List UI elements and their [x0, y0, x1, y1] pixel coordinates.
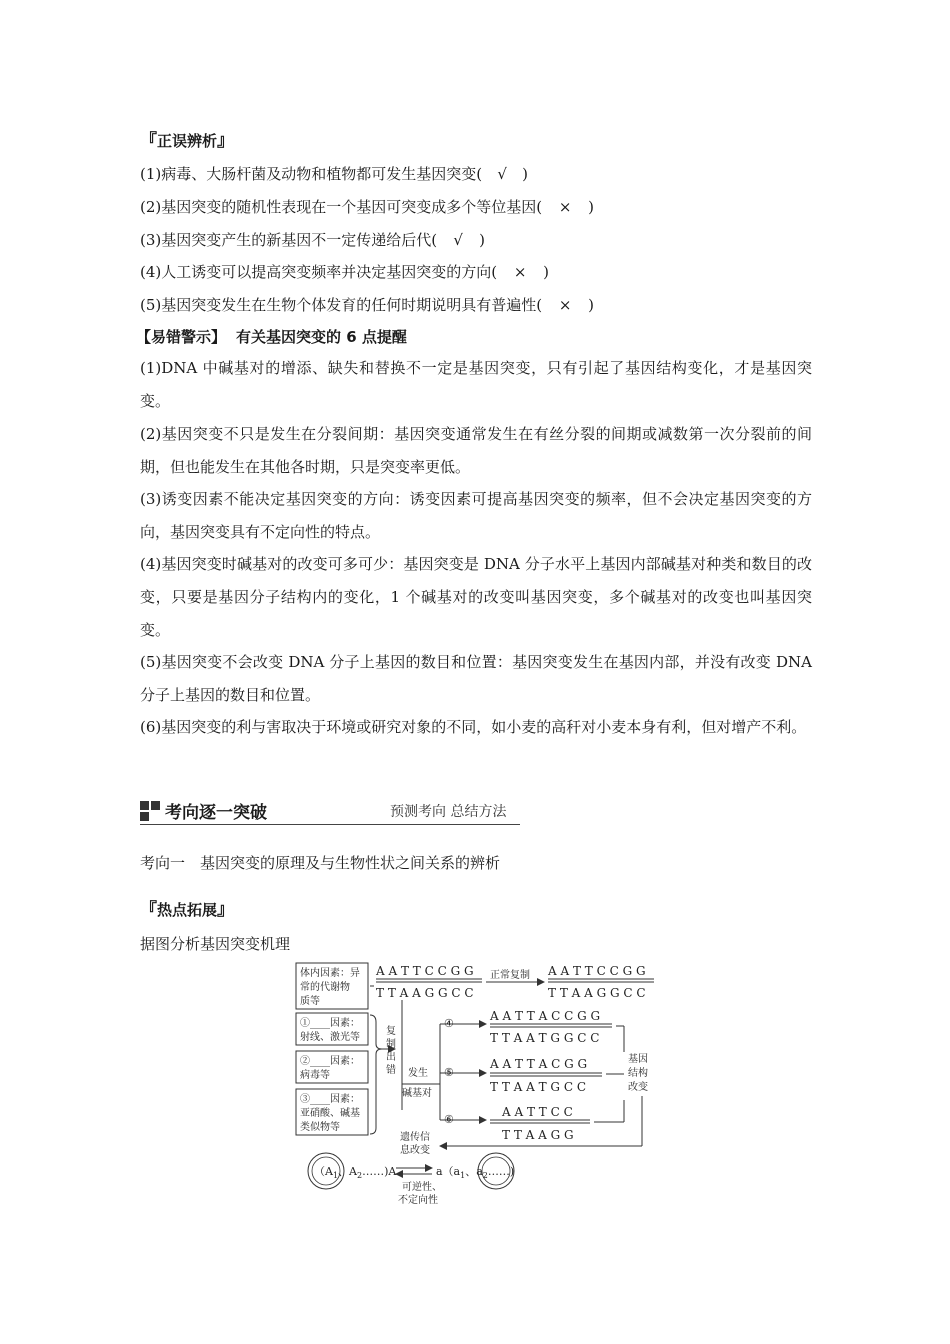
copy-error-text: 出: [386, 1052, 396, 1063]
gene-change-text: 结构: [628, 1068, 648, 1079]
occur-label: 发生: [408, 1068, 428, 1079]
right-allele: $a(a_1$、$a_2\dots\dots$): [436, 1165, 515, 1180]
info-change-text: 遗传信: [400, 1132, 430, 1143]
warning-paragraph-3: (3)诱变因素不能决定基因突变的方向：诱变因素可提高基因突变的频率，但不会决定基因突变的方向，基因突变具有不定向性的特点。: [140, 490, 812, 541]
dna-m4-bottom: T T A A T G G C C: [490, 1031, 600, 1045]
factor-text: ①____因素：: [300, 1018, 360, 1029]
dna-m5-bottom: T T A A T G C C: [490, 1080, 586, 1094]
circle-5-label: ⑤: [444, 1066, 454, 1079]
dna-m5-top: A A T T A C G G: [490, 1057, 588, 1071]
answer-mark: √: [497, 165, 507, 183]
zhengwu-heading: [140, 126, 234, 151]
bracket-close-icon: 』: [217, 131, 235, 151]
redian-heading: [140, 895, 234, 920]
factor-text: ③____因素：: [300, 1094, 360, 1105]
dna-m4-top: A A T T A C C G G: [490, 1009, 601, 1023]
diagram-caption: 据图分析基因突变机理: [140, 935, 291, 953]
section-subtitle: 预测考向 总结方法: [390, 804, 507, 820]
left-allele: （$A_1$、$A_2\dots\dots)A$: [314, 1165, 397, 1180]
circle-4-label: ④: [444, 1017, 454, 1030]
factor-text: 质等: [300, 996, 320, 1007]
warning-paragraph-6: (6)基因突变的利与害取决于环境或研究对象的不同，如小麦的高秆对小麦本身有利，但对增产不利。: [140, 718, 807, 736]
zhengwu-item-1: (1)病毒、大肠杆菌及动物和植物都可发生基因突变( √ ): [140, 165, 528, 183]
copy-label: 正常复制: [490, 970, 530, 981]
redian-title: 热点拓展: [157, 901, 218, 919]
answer-mark: ×: [558, 198, 572, 216]
kaoxiang-title: 考向一 基因突变的原理及与生物性状之间关系的辨析: [140, 854, 501, 872]
factor-text: 体内因素：异: [300, 968, 360, 979]
copy-error-text: 错: [386, 1065, 396, 1076]
warning-label: 【易错警示】: [136, 328, 227, 346]
gene-change-text: 基因: [628, 1054, 648, 1065]
answer-mark: ×: [513, 263, 527, 281]
warning-heading: [136, 326, 407, 347]
section-square-icon: [140, 812, 149, 821]
base-pair-label: 碱基对: [402, 1088, 432, 1099]
zhengwu-item-3: (3)基因突变产生的新基因不一定传递给后代( √ ): [140, 231, 485, 249]
factor-text: 亚硝酸、碱基: [300, 1108, 360, 1119]
dna-m6-bottom: T T A A G G: [502, 1128, 574, 1142]
dna-m6-top: A A T T C C: [502, 1105, 573, 1119]
mutation-diagram: [290, 960, 670, 1210]
copy-error-text: 制: [386, 1039, 396, 1050]
reversible-text: 不定向性: [398, 1195, 438, 1206]
dna-copy-top: A A T T C C G G: [548, 964, 646, 978]
factor-text: 病毒等: [300, 1070, 330, 1081]
answer-mark: ×: [558, 296, 572, 314]
section-title: 考向逐一突破: [165, 803, 267, 823]
factor-text: ②____因素：: [300, 1056, 360, 1067]
warning-paragraph-2: (2)基因突变不只是发生在分裂间期：基因突变通常发生在有丝分裂的间期或减数第一次分裂前的间期，但也能发生在其他各时期，只是突变率更低。: [140, 425, 812, 476]
warning-title: 有关基因突变的 6 点提醒: [236, 328, 407, 346]
gene-change-text: 改变: [628, 1082, 648, 1093]
warning-paragraph-1: (1)DNA 中碱基对的增添、缺失和替换不一定是基因突变，只有引起了基因结构变化，才是基因突变。: [140, 359, 812, 410]
section-square-icon: [140, 801, 149, 810]
zhengwu-item-5: (5)基因突变发生在生物个体发育的任何时期说明具有普遍性( × ): [140, 296, 594, 314]
circle-6-label: ⑥: [444, 1113, 454, 1126]
section-square-icon: [151, 801, 160, 810]
warning-paragraph-5: (5)基因突变不会改变 DNA 分子上基因的数目和位置：基因突变发生在基因内部，并没有改变 DNA 分子上基因的数目和位置。: [140, 653, 812, 704]
bracket-close-icon: 』: [217, 900, 235, 920]
zhengwu-title: 正误辨析: [157, 132, 218, 150]
copy-error-text: 复: [386, 1026, 396, 1037]
zhengwu-item-4: (4)人工诱变可以提高突变频率并决定基因突变的方向( × ): [140, 263, 549, 281]
factor-text: 类似物等: [300, 1122, 340, 1133]
info-change-text: 息改变: [400, 1145, 430, 1156]
section-bar: [140, 796, 520, 826]
factor-text: 射线、激光等: [300, 1032, 360, 1043]
answer-mark: √: [453, 231, 463, 249]
warning-paragraph-4: (4)基因突变时碱基对的改变可多可少：基因突变是 DNA 分子水平上基因内部碱基对种类和数目的改变，只要是基因分子结构内的变化，1 个碱基对的改变叫基因突变，多个碱基对的改变也叫基因突变。: [140, 555, 812, 639]
factor-text: 常的代谢物: [300, 982, 350, 993]
dna-copy-bottom: T T A A G G C C: [548, 986, 646, 1000]
bracket-open-icon: 『: [140, 131, 157, 151]
bracket-open-icon: 『: [140, 900, 157, 920]
section-rule: [140, 824, 520, 825]
zhengwu-item-2: (2)基因突变的随机性表现在一个基因可突变成多个等位基因( × ): [140, 198, 594, 216]
dna-normal-top: A A T T C C G G: [376, 964, 474, 978]
dna-normal-bottom: T T A A G G C C: [376, 986, 474, 1000]
reversible-text: 可逆性、: [402, 1182, 442, 1193]
